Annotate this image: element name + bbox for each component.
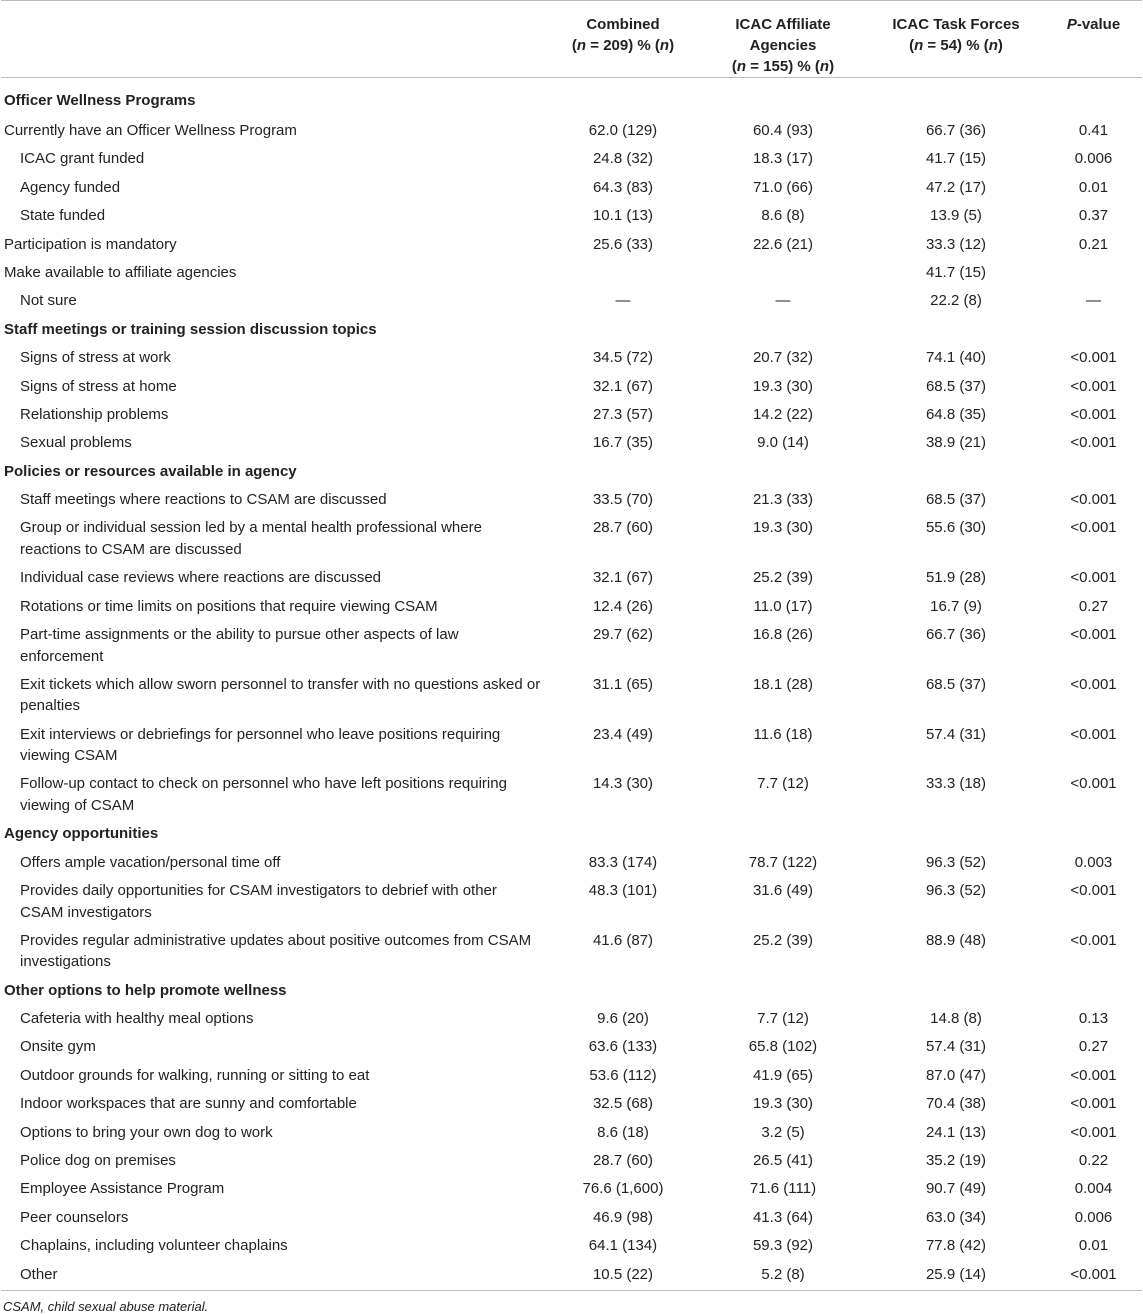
cell-p-value: <0.001	[1070, 519, 1117, 537]
cell-combined: 23.4 (49)	[592, 725, 654, 743]
cell-p-value	[1045, 260, 1142, 288]
row-label: Part-time assignments or the ability to pursue other aspects of law enforcement	[20, 626, 459, 665]
cell-affiliate: 22.6 (21)	[752, 235, 814, 253]
cell-affiliate: 31.6 (49)	[752, 882, 814, 900]
cell-combined: 12.4 (26)	[592, 597, 654, 615]
cell-combined: 32.1 (67)	[592, 569, 654, 587]
table-row	[1, 1006, 1142, 1034]
cell-task-forces: 63.0 (34)	[925, 1208, 987, 1226]
row-label: Options to bring your own dog to work	[20, 1123, 273, 1141]
cell-task-forces: 16.7 (9)	[930, 597, 982, 615]
table-row	[1, 1262, 1142, 1291]
header-p-value: P-value	[1066, 16, 1121, 33]
header-affiliate-n: (n = 155) % (n)	[731, 58, 835, 75]
table-row	[1, 1176, 1142, 1204]
cell-p-value: <0.001	[1070, 931, 1117, 949]
cell-affiliate: 71.6 (111)	[749, 1180, 817, 1198]
cell-task-forces: 88.9 (48)	[925, 931, 987, 949]
cell-task-forces: 33.3 (18)	[925, 775, 987, 793]
cell-combined: —	[615, 292, 631, 310]
table-row	[1, 878, 1142, 928]
cell-affiliate: 21.3 (33)	[752, 491, 814, 509]
cell-task-forces: 66.7 (36)	[925, 626, 987, 644]
cell-p-value: <0.001	[1070, 569, 1117, 587]
cell-task-forces: 47.2 (17)	[925, 178, 987, 196]
cell-affiliate: 41.9 (65)	[752, 1066, 814, 1084]
table-row	[1, 622, 1142, 672]
row-label: Follow-up contact to check on personnel who have left positions requiring viewing of CSAM	[20, 775, 507, 814]
cell-combined: 32.1 (67)	[592, 377, 654, 395]
cell-p-value: 0.13	[1078, 1010, 1109, 1027]
cell-affiliate: 19.3 (30)	[752, 519, 814, 537]
row-label: Group or individual session led by a mental health professional where reactions to CSAM are discussed	[20, 519, 482, 558]
row-label: Onsite gym	[20, 1038, 96, 1056]
row-label: Offers ample vacation/personal time off	[20, 853, 281, 871]
cell-combined: 33.5 (70)	[592, 491, 654, 509]
cell-task-forces: 55.6 (30)	[925, 519, 987, 537]
section-title: Staff meetings or training session discussion topics	[4, 320, 377, 338]
cell-combined: 10.1 (13)	[592, 207, 654, 225]
row-label: Indoor workspaces that are sunny and comfortable	[20, 1095, 357, 1113]
cell-combined: 63.6 (133)	[588, 1038, 658, 1056]
cell-combined	[547, 260, 699, 288]
cell-task-forces: 13.9 (5)	[930, 207, 982, 225]
table-row	[1, 1120, 1142, 1148]
cell-combined: 32.5 (68)	[592, 1095, 654, 1113]
cell-affiliate: 7.7 (12)	[757, 1010, 809, 1027]
cell-affiliate: 71.0 (66)	[752, 178, 814, 196]
row-label: Provides daily opportunities for CSAM investigators to debrief with other CSAM investigators	[20, 882, 497, 921]
cell-affiliate: 41.3 (64)	[752, 1208, 814, 1226]
header-task-forces	[867, 1, 1045, 78]
table-row	[1, 850, 1142, 878]
row-label: Individual case reviews where reactions are discussed	[20, 569, 382, 587]
cell-task-forces: 22.2 (8)	[930, 292, 982, 310]
cell-combined: 8.6 (18)	[597, 1123, 649, 1141]
section-title: Officer Wellness Programs	[4, 92, 196, 109]
cell-combined: 34.5 (72)	[592, 349, 654, 367]
section-title: Agency opportunities	[4, 825, 159, 843]
cell-affiliate: 14.2 (22)	[752, 405, 814, 423]
cell-task-forces: 68.5 (37)	[925, 377, 987, 395]
table-header	[1, 1, 1142, 78]
table-row	[1, 175, 1142, 203]
table-row	[1, 672, 1142, 722]
header-task-title: ICAC Task Forces	[892, 16, 1020, 33]
cell-affiliate: 78.7 (122)	[748, 853, 818, 871]
table-row	[1, 260, 1142, 288]
cell-task-forces: 96.3 (52)	[925, 853, 987, 871]
cell-combined: 46.9 (98)	[592, 1208, 654, 1226]
cell-task-forces: 68.5 (37)	[925, 491, 987, 509]
row-label: Make available to affiliate agencies	[4, 263, 237, 281]
cell-affiliate: 18.1 (28)	[752, 675, 814, 693]
table-row	[1, 565, 1142, 593]
table-row	[1, 203, 1142, 231]
cell-affiliate: 3.2 (5)	[761, 1123, 805, 1141]
cell-p-value: <0.001	[1070, 405, 1117, 423]
section-title: Policies or resources available in agency	[4, 462, 297, 480]
cell-p-value: 0.01	[1078, 1237, 1109, 1255]
table-row	[1, 118, 1142, 146]
cell-affiliate: 11.6 (18)	[753, 725, 813, 743]
table-row	[1, 487, 1142, 515]
row-label: Chaplains, including volunteer chaplains	[20, 1237, 288, 1255]
cell-task-forces: 57.4 (31)	[925, 725, 987, 743]
wellness-table	[1, 0, 1142, 1291]
cell-affiliate: 25.2 (39)	[752, 931, 814, 949]
table-row	[1, 430, 1142, 458]
cell-p-value: <0.001	[1070, 775, 1117, 793]
cell-task-forces: 25.9 (14)	[925, 1265, 987, 1283]
cell-combined: 28.7 (60)	[592, 519, 654, 537]
section-row	[1, 978, 1142, 1006]
cell-task-forces: 57.4 (31)	[925, 1038, 987, 1056]
section-row	[1, 78, 1142, 119]
table-row	[1, 146, 1142, 174]
cell-p-value: 0.21	[1078, 235, 1109, 253]
cell-affiliate: 5.2 (8)	[761, 1265, 805, 1283]
cell-affiliate: 16.8 (26)	[752, 626, 814, 644]
table-row	[1, 771, 1142, 821]
table-row	[1, 232, 1142, 260]
row-label: Currently have an Officer Wellness Program	[4, 122, 297, 139]
cell-affiliate: 7.7 (12)	[757, 775, 809, 793]
cell-affiliate: 11.0 (17)	[753, 597, 813, 615]
cell-p-value: <0.001	[1070, 349, 1117, 367]
cell-combined: 27.3 (57)	[592, 405, 654, 423]
cell-combined: 31.1 (65)	[592, 675, 654, 693]
row-label: Exit interviews or debriefings for personnel who leave positions requiring viewing CSAM	[20, 725, 501, 765]
cell-task-forces: 77.8 (42)	[925, 1237, 987, 1255]
cell-task-forces: 68.5 (37)	[925, 675, 987, 693]
cell-task-forces: 41.7 (15)	[925, 150, 987, 168]
cell-affiliate: 19.3 (30)	[752, 377, 814, 395]
row-label: Agency funded	[20, 178, 121, 196]
table-footnote: CSAM, child sexual abuse material.	[3, 1298, 209, 1314]
cell-affiliate: 59.3 (92)	[752, 1237, 814, 1255]
cell-p-value: <0.001	[1070, 1095, 1117, 1113]
cell-combined: 48.3 (101)	[588, 882, 658, 900]
cell-combined: 53.6 (112)	[589, 1066, 657, 1084]
cell-combined: 14.3 (30)	[592, 775, 654, 793]
table-row	[1, 402, 1142, 430]
cell-task-forces: 51.9 (28)	[925, 569, 987, 587]
cell-task-forces: 14.8 (8)	[930, 1010, 982, 1027]
cell-affiliate: 25.2 (39)	[752, 569, 814, 587]
cell-affiliate: 18.3 (17)	[752, 150, 814, 168]
cell-affiliate: 26.5 (41)	[752, 1151, 814, 1169]
row-label: Sexual problems	[20, 434, 132, 452]
cell-p-value: 0.27	[1078, 597, 1109, 615]
table-row	[1, 1205, 1142, 1233]
cell-task-forces: 41.7 (15)	[925, 263, 987, 281]
cell-affiliate: 60.4 (93)	[752, 122, 814, 139]
header-label-col	[1, 1, 547, 78]
table-row	[1, 594, 1142, 622]
cell-p-value: <0.001	[1070, 377, 1117, 395]
cell-p-value: <0.001	[1070, 1265, 1117, 1283]
cell-combined: 64.3 (83)	[592, 178, 654, 196]
cell-combined: 64.1 (134)	[588, 1237, 658, 1255]
header-combined	[547, 1, 699, 78]
cell-p-value: —	[1086, 292, 1101, 310]
section-title: Other options to help promote wellness	[4, 981, 287, 999]
row-label: Provides regular administrative updates about positive outcomes from CSAM investigations	[20, 931, 532, 971]
cell-affiliate: —	[775, 292, 791, 310]
cell-task-forces: 90.7 (49)	[925, 1180, 987, 1198]
cell-combined: 10.5 (22)	[592, 1265, 654, 1283]
table-row	[1, 722, 1142, 772]
cell-task-forces: 64.8 (35)	[925, 405, 987, 423]
row-label: State funded	[20, 207, 106, 225]
cell-combined: 28.7 (60)	[592, 1151, 654, 1169]
cell-p-value: 0.01	[1078, 178, 1109, 196]
cell-p-value: 0.37	[1078, 207, 1109, 225]
cell-p-value: <0.001	[1070, 675, 1117, 693]
row-label: Participation is mandatory	[4, 235, 177, 253]
header-task-n: (n = 54) % (n)	[909, 37, 1003, 54]
row-label: Employee Assistance Program	[20, 1180, 225, 1198]
section-row	[1, 317, 1142, 345]
header-combined-title: Combined	[586, 16, 660, 33]
row-label: Signs of stress at work	[20, 349, 171, 367]
cell-affiliate: 9.0 (14)	[757, 434, 809, 452]
table-row	[1, 374, 1142, 402]
table-row	[1, 288, 1142, 316]
cell-task-forces: 66.7 (36)	[925, 122, 987, 139]
cell-p-value: <0.001	[1070, 491, 1117, 509]
cell-p-value: 0.22	[1078, 1151, 1109, 1169]
cell-combined: 16.7 (35)	[592, 434, 654, 452]
row-label: Cafeteria with healthy meal options	[20, 1010, 254, 1027]
cell-task-forces: 74.1 (40)	[925, 349, 987, 367]
cell-combined: 24.8 (32)	[592, 150, 654, 168]
cell-p-value: <0.001	[1070, 1066, 1117, 1084]
cell-affiliate: 8.6 (8)	[761, 207, 805, 225]
row-label: Police dog on premises	[20, 1151, 176, 1169]
cell-combined: 29.7 (62)	[592, 626, 654, 644]
section-row	[1, 459, 1142, 487]
table-row	[1, 1091, 1142, 1119]
cell-task-forces: 24.1 (13)	[925, 1123, 987, 1141]
cell-p-value: 0.41	[1078, 122, 1109, 139]
cell-p-value: 0.006	[1074, 150, 1113, 168]
cell-p-value: <0.001	[1070, 882, 1117, 900]
cell-affiliate	[699, 260, 867, 288]
cell-p-value: 0.004	[1074, 1180, 1113, 1198]
cell-combined: 62.0 (129)	[588, 122, 658, 139]
cell-p-value: 0.27	[1078, 1038, 1109, 1056]
table-row	[1, 1233, 1142, 1261]
cell-combined: 76.6 (1,600)	[582, 1180, 664, 1198]
row-label: Rotations or time limits on positions that require viewing CSAM	[20, 597, 438, 615]
cell-task-forces: 35.2 (19)	[925, 1151, 987, 1169]
cell-combined: 83.3 (174)	[588, 853, 658, 871]
cell-affiliate: 20.7 (32)	[752, 349, 814, 367]
cell-combined: 41.6 (87)	[592, 931, 654, 949]
cell-task-forces: 96.3 (52)	[925, 882, 987, 900]
table-row	[1, 1148, 1142, 1176]
table-row	[1, 1063, 1142, 1091]
row-label: Outdoor grounds for walking, running or sitting to eat	[20, 1066, 370, 1084]
cell-p-value: <0.001	[1070, 626, 1117, 644]
cell-affiliate: 65.8 (102)	[748, 1038, 818, 1056]
cell-task-forces: 33.3 (12)	[925, 235, 987, 253]
row-label: Staff meetings where reactions to CSAM are discussed	[20, 491, 387, 509]
header-affiliate-title: ICAC Affiliate Agencies	[735, 16, 831, 54]
header-affiliate	[699, 1, 867, 78]
row-label: Peer counselors	[20, 1208, 129, 1226]
cell-combined: 9.6 (20)	[597, 1010, 649, 1027]
cell-combined: 25.6 (33)	[592, 235, 654, 253]
cell-p-value: <0.001	[1070, 1123, 1117, 1141]
cell-task-forces: 38.9 (21)	[925, 434, 987, 452]
table-row	[1, 515, 1142, 565]
cell-p-value: 0.006	[1074, 1208, 1113, 1226]
table-body	[1, 78, 1142, 1291]
row-label: ICAC grant funded	[20, 150, 145, 168]
cell-task-forces: 70.4 (38)	[925, 1095, 987, 1113]
row-label: Not sure	[20, 292, 77, 310]
table-row	[1, 928, 1142, 978]
table-row	[1, 1034, 1142, 1062]
row-label: Other	[20, 1265, 58, 1283]
table-row	[1, 345, 1142, 373]
row-label: Signs of stress at home	[20, 377, 177, 395]
cell-p-value: 0.003	[1074, 853, 1113, 871]
cell-p-value: <0.001	[1070, 434, 1117, 452]
cell-p-value: <0.001	[1070, 725, 1117, 743]
header-combined-n: (n = 209) % (n)	[571, 37, 675, 54]
row-label: Exit tickets which allow sworn personnel to transfer with no questions asked or penalties	[20, 675, 541, 715]
row-label: Relationship problems	[20, 405, 169, 423]
cell-affiliate: 19.3 (30)	[752, 1095, 814, 1113]
section-row	[1, 821, 1142, 849]
cell-task-forces: 87.0 (47)	[925, 1066, 987, 1084]
